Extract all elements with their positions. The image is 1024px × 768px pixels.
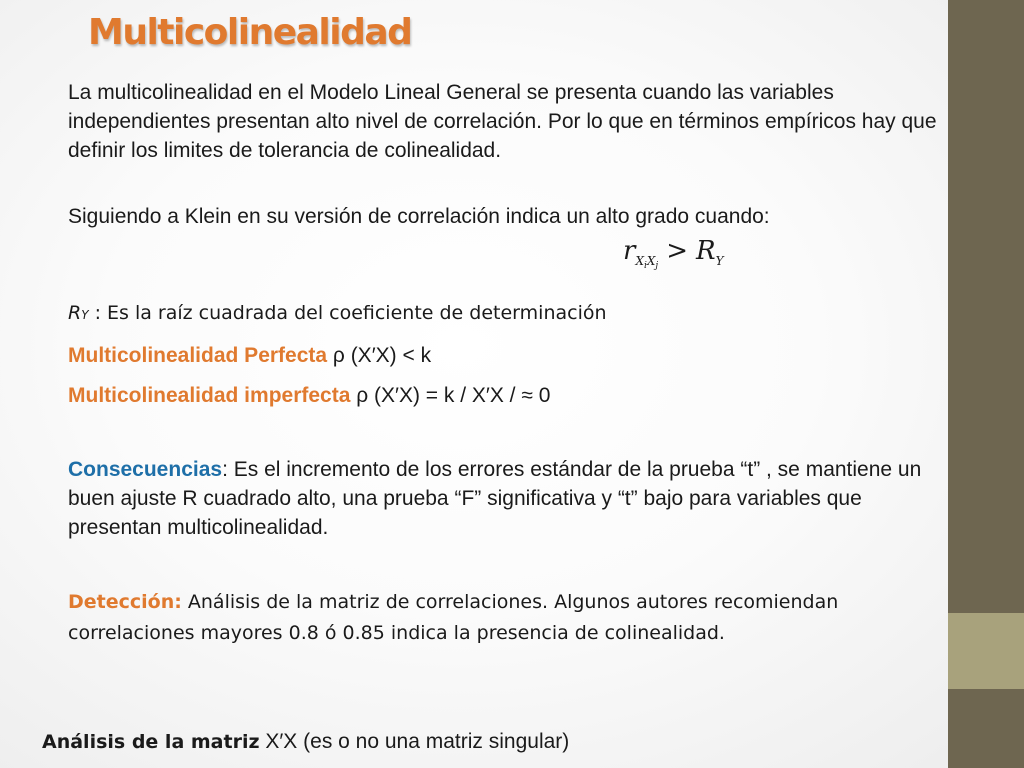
footer-bold: Análisis de la matriz	[42, 731, 260, 753]
klein-formula: $r_{X_iX_j} > R_Y$	[623, 236, 724, 271]
decorative-sidebar	[948, 0, 1024, 768]
consequences-paragraph	[68, 455, 948, 542]
sidebar-accent-block	[948, 613, 1024, 689]
detection-paragraph	[68, 587, 948, 649]
footer-note	[42, 730, 569, 754]
consequences-label: Consecuencias	[68, 458, 223, 481]
klein-paragraph: Siguiendo a Klein en su versión de correlación indica un alto grado cuando:	[68, 205, 770, 228]
detection-text: Análisis de la matriz de correlaciones. Algunos autores recomiendan correlaciones mayores 0.8 ó 0.85 indica la presencia de colinealidad.	[68, 591, 839, 644]
perfect-multicollinearity	[68, 344, 431, 368]
intro-paragraph: La multicolinealidad en el Modelo Lineal General se presenta cuando las variables independientes presentan alto nivel de correlación. Por lo que en términos empíricos hay que definir los limites de tolerancia de colinealidad.	[68, 81, 937, 162]
imperfect-expression: ρ (X′X) = k / X′X / ≈ 0	[350, 384, 551, 407]
consequences-text: : Es el incremento de los errores estándar de la prueba “t” , se mantiene un buen ajuste R cuadrado alto, una prueba “F” significativa y “t” bajo para variables que presentan multicolinealidad.	[68, 458, 922, 539]
ry-definition: RY : Es la raíz cuadrada del coeficiente de determinación	[68, 302, 607, 324]
detection-label: Detección:	[68, 591, 182, 613]
footer-text: X′X (es o no una matriz singular)	[259, 730, 570, 753]
perfect-label: Multicolinealidad Perfecta	[68, 344, 328, 367]
imperfect-label: Multicolinealidad imperfecta	[68, 384, 351, 407]
imperfect-multicollinearity	[68, 384, 550, 408]
slide-title: Multicolinealidad	[88, 12, 412, 53]
perfect-expression: ρ (X′X) < k	[327, 344, 432, 367]
